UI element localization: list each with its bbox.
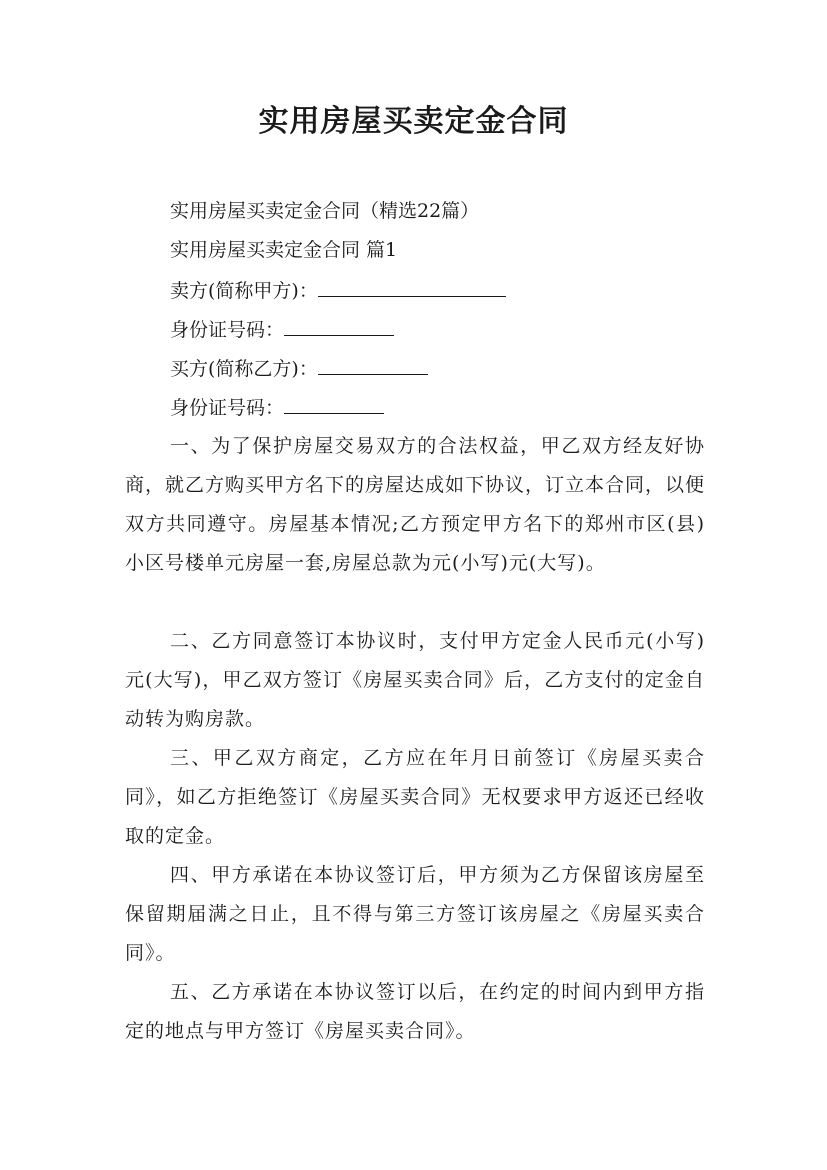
document-subtitle: 实用房屋买卖定金合同（精选22篇） bbox=[170, 200, 480, 222]
clause-4: 四、甲方承诺在本协议签订后，甲方须为乙方保留该房屋至保留期届满之日止，且不得与第三方签订该房屋之《房屋买卖合同》。 bbox=[125, 864, 705, 964]
clause-1: 一、为了保护房屋交易双方的合法权益，甲乙双方经友好协商，就乙方购买甲方名下的房屋达成如下协议，订立本合同，以便双方共同遵守。房屋基本情况;乙方预定甲方名下的郑州市区(县)小区号楼单元房屋一套,房屋总款为元(小写)元(大写)。 bbox=[125, 435, 706, 574]
buyer-blank bbox=[318, 352, 428, 375]
seller-field bbox=[170, 274, 506, 306]
buyer-id-blank bbox=[284, 391, 384, 414]
buyer-id-label: 身份证号码： bbox=[170, 397, 285, 419]
seller-id-label: 身份证号码： bbox=[170, 319, 285, 341]
section-heading: 实用房屋买卖定金合同 篇1 bbox=[170, 239, 398, 261]
seller-id-field bbox=[170, 313, 394, 345]
clause-2: 二、乙方同意签订本协议时，支付甲方定金人民币元(小写)元(大写)，甲乙双方签订《房屋买卖合同》后，乙方支付的定金自动转为购房款。 bbox=[125, 630, 705, 730]
buyer-field bbox=[170, 352, 428, 384]
buyer-id-field bbox=[170, 391, 384, 423]
document-title: 实用房屋买卖定金合同 bbox=[258, 104, 569, 139]
seller-id-blank bbox=[284, 313, 394, 336]
clause-3: 三、甲乙双方商定，乙方应在年月日前签订《房屋买卖合同》，如乙方拒绝签订《房屋买卖合同》无权要求甲方返还已经收取的定金。 bbox=[125, 747, 705, 847]
seller-label: 卖方(简称甲方)： bbox=[170, 280, 318, 302]
seller-blank bbox=[318, 274, 506, 297]
clause-5: 五、乙方承诺在本协议签订以后，在约定的时间内到甲方指定的地点与甲方签订《房屋买卖合同》。 bbox=[125, 981, 705, 1042]
buyer-label: 买方(简称乙方)： bbox=[170, 358, 318, 380]
